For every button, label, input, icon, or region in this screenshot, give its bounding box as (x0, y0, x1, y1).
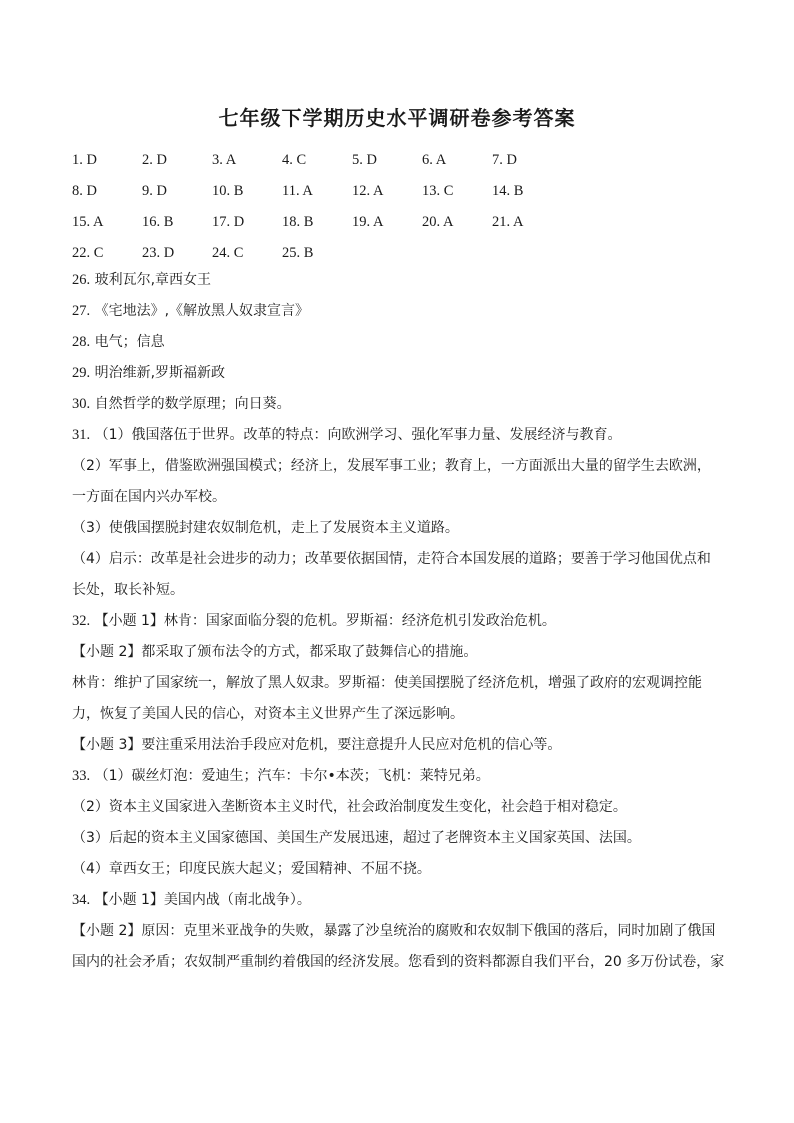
answer-line (72, 301, 732, 321)
question-number: 31. (72, 427, 91, 443)
question-number: 27. (72, 303, 91, 319)
answer-text: 长处，取长补短。 (72, 582, 184, 598)
answer-line (72, 332, 732, 352)
answer-cell: 19. A (352, 214, 384, 230)
answer-line (72, 580, 732, 600)
answer-cell: 23. D (142, 245, 175, 261)
answer-text: （2）资本主义国家进入垄断资本主义时代，社会政治制度发生变化，社会趋于相对稳定。 (72, 799, 627, 815)
answer-cell: 24. C (212, 245, 244, 261)
answer-line (72, 425, 732, 445)
answer-text: 【小题 2】都采取了颁布法令的方式，都采取了鼓舞信心的措施。 (72, 644, 478, 660)
answer-cell: 2. D (142, 152, 167, 168)
answer-cell: 9. D (142, 183, 167, 199)
answer-line (72, 766, 732, 786)
answer-text: 【小题 1】美国内战（南北战争）。 (94, 892, 311, 908)
answer-row (72, 145, 572, 176)
answer-text: 一方面在国内兴办军校。 (72, 489, 226, 505)
multiple-choice-answers (72, 145, 572, 269)
answer-text: （3）使俄国摆脱封建农奴制危机，走上了发展资本主义道路。 (72, 520, 459, 536)
answer-text: （4）启示：改革是社会进步的动力；改革要依据国情，走符合本国发展的道路；要善于学习他国优点和 (72, 551, 711, 567)
question-number: 30. (72, 396, 91, 412)
answer-cell: 11. A (282, 183, 313, 199)
answer-line (72, 363, 732, 383)
answer-cell: 15. A (72, 214, 104, 230)
answer-cell: 18. B (282, 214, 314, 230)
answer-text: （1）碳丝灯泡：爱迪生；汽车：卡尔•本茨；飞机：莱特兄弟。 (94, 768, 490, 784)
answer-line (72, 921, 732, 941)
question-number: 34. (72, 892, 91, 908)
answer-text: 电气；信息 (94, 334, 165, 350)
answer-line (72, 952, 732, 972)
answer-text: 国内的社会矛盾；农奴制严重制约着俄国的经济发展。您看到的资料都源自我们平台，20 多万份试卷，家 (72, 954, 725, 970)
answer-line (72, 735, 732, 755)
answer-line (72, 828, 732, 848)
answer-line (72, 518, 732, 538)
question-number: 29. (72, 365, 91, 381)
answer-line (72, 394, 732, 414)
answer-row (72, 207, 572, 238)
answer-text: 玻利瓦尔,章西女王 (94, 272, 212, 288)
answer-cell: 12. A (352, 183, 384, 199)
answer-cell: 10. B (212, 183, 244, 199)
answer-cell: 14. B (492, 183, 524, 199)
answer-cell: 21. A (492, 214, 524, 230)
answer-text: 明治维新,罗斯福新政 (94, 365, 226, 381)
question-number: 33. (72, 768, 91, 784)
answer-cell: 4. C (282, 152, 307, 168)
answer-line (72, 487, 732, 507)
answer-text: （4）章西女王；印度民族大起义；爱国精神、不屈不挠。 (72, 861, 431, 877)
answer-text: 【小题 1】林肯：国家面临分裂的危机。罗斯福：经济危机引发政治危机。 (94, 613, 556, 629)
answer-cell: 1. D (72, 152, 97, 168)
answer-line (72, 270, 732, 290)
answer-cell: 17. D (212, 214, 245, 230)
answer-line (72, 642, 732, 662)
answer-cell: 6. A (422, 152, 447, 168)
answer-cell: 5. D (352, 152, 377, 168)
answer-text: 力，恢复了美国人民的信心，对资本主义世界产生了深远影响。 (72, 706, 464, 722)
answer-text: （2）军事上，借鉴欧洲强国模式；经济上，发展军事工业；教育上，一方面派出大量的留学生去欧洲， (72, 458, 711, 474)
question-number: 32. (72, 613, 91, 629)
answer-line (72, 611, 732, 631)
answer-cell: 20. A (422, 214, 454, 230)
answer-cell: 16. B (142, 214, 174, 230)
answer-line (72, 673, 732, 693)
answer-text: 【小题 2】原因：克里米亚战争的失败，暴露了沙皇统治的腐败和农奴制下俄国的落后，同时加剧了俄国 (72, 923, 716, 939)
answer-line (72, 797, 732, 817)
question-number: 26. (72, 272, 91, 288)
answer-cell: 13. C (422, 183, 454, 199)
answer-text: 自然哲学的数学原理；向日葵。 (94, 396, 291, 412)
answer-text: 林肯：维护了国家统一，解放了黑人奴隶。罗斯福：使美国摆脱了经济危机，增强了政府的宏观调控能 (72, 675, 702, 691)
answer-cell: 25. B (282, 245, 314, 261)
page-title: 七年级下学期历史水平调研卷参考答案 (218, 106, 576, 130)
answer-text: （1）俄国落伍于世界。改革的特点：向欧洲学习、强化军事力量、发展经济与教育。 (94, 427, 622, 443)
answer-line (72, 549, 732, 569)
question-number: 28. (72, 334, 91, 350)
answer-row (72, 176, 572, 207)
answer-cell: 22. C (72, 245, 104, 261)
answer-line (72, 456, 732, 476)
answer-line (72, 704, 732, 724)
answer-line (72, 890, 732, 910)
answer-line (72, 859, 732, 879)
answer-row (72, 238, 572, 269)
answer-cell: 3. A (212, 152, 237, 168)
answer-text: 《宅地法》,《解放黑人奴隶宣言》 (94, 303, 310, 319)
answer-text: 【小题 3】要注重采用法治手段应对危机，要注意提升人民应对危机的信心等。 (72, 737, 562, 753)
answer-cell: 8. D (72, 183, 97, 199)
answer-text: （3）后起的资本主义国家德国、美国生产发展迅速，超过了老牌资本主义国家英国、法国。 (72, 830, 641, 846)
answer-cell: 7. D (492, 152, 517, 168)
